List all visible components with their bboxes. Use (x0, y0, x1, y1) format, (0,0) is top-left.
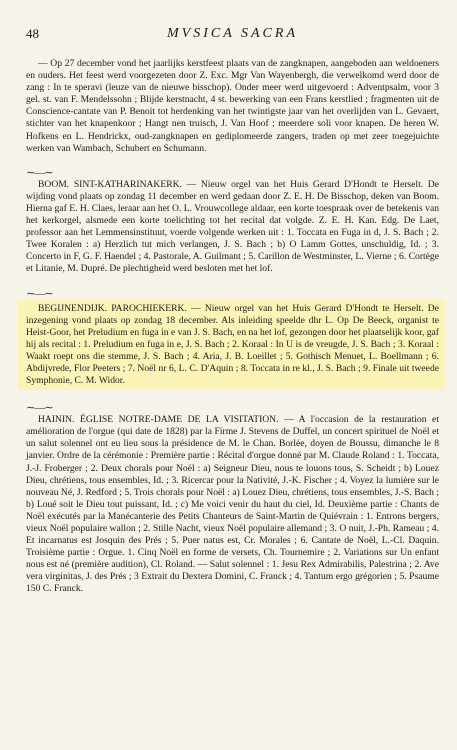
section-hainin (26, 414, 439, 595)
section-text: — Op 27 december vond het jaarlijks kerstfeest plaats van de zangknapen, aangeboden aan weldoeners en ouders. Het feest werd voorgezeten door Z. Exc. Mgr Van Wayenbergh, die verwelkomd werd door de zang : In te speravi (leuze van de nieuwe bisschop). Onder meer werd uitgevoerd : Adventpsalm, voor 3 gel. st. van F. Mendelssohn ; Blijde kerstnacht, 4 st. bewerking van een Frans kerstlied ; fragmenten uit de Conscience-cantate van P. Benoit tot herdenking van het twintigste jaar van het overlijden van L. Gevaert, stichter van het knapenkoor ; Hangt nen truisch, J. Van Hoof ; meerdere soli voor knapen. De heren W. Hofkens en L. Hendrickx, oud-zangknapen en gediplomeerde zangers, traden op met zeer toegejuichte werken van Wambach, Schubert en Schumann. (26, 58, 439, 154)
page-number: 48 (26, 26, 39, 41)
journal-title: MVSICA SACRA (166, 26, 298, 41)
separator (26, 163, 439, 179)
section-begijnendijk (18, 300, 445, 391)
section-text: HAININ. ÉGLISE NOTRE-DAME DE LA VISITATION. — A l'occasion de la restauration et amélioration de l'orgue (qui date de 1828) par la Firme J. Stevens de Duffel, un concert spirituel de Noël et un salut solennel ont eu lieu sous la présidence de M. le Chan. Borlée, doyen de Boussu, dimanche le 8 janvier. Ordre de la cérémonie : Première partie : Récital d'orgue donné par M. Claude Roland : 1. Toccata, J.-J. Froberger ; 2. Deux chorals pour Noël : a) Seigneur Dieu, nous te louons tous, S. Scheidt ; b) Louez Dieu, chrétiens, tous ensembles, Id. ; 3. Ricercar pour la Nativité, J.-K. Fischer ; 4. Voyez la lumière sur le nouveau Né, J. Redford ; 5. Trois chorals pour Noël : a) Louez Dieu, chrétiens, tous ensembles, J.-S. Bach ; b) Loué soit le Dieu tout puissant, Id. ; c) Me voici venir du haut du ciel, Id. Deuxième partie : Chants de Noël exécutés par la Manécanterie des Petits Chanteurs de Saint-Martin de Quiévrain : 1. Entrons bergers, vieux Noël populaire wallon ; 2. Stille Nacht, vieux Noël populaire allemand ; 3. O nuit, J.-Ph. Rameau ; 4. Et incarnatus est Josquin des Prés ; 5. Puer natus est, Cr. Morales ; 6. Cantate de Noël, L.-Cl. Daquin. Troisième partie : Orgue. 1. Cinq Noël en forme de versets, Ch. Tournemire ; 2. Variations sur Un enfant nous est né (première audition), Cl. Roland. — Salut solennel : 1. Jesu Rex Admirabilis, Palestrina ; 2. Ave vera virginitas, J. des Prés ; 3 Extrait du Dextera Domini, C. Franck ; 4. Tantum ergo grégorien ; 5. Psaume 150 C. Franck. (26, 414, 439, 595)
separator (26, 284, 439, 300)
section-intro (26, 58, 439, 155)
running-head (26, 26, 439, 46)
separator-ornament: ∼—∼ (26, 287, 53, 300)
section-boom (26, 179, 439, 276)
separator-ornament: ∼—∼ (26, 402, 53, 415)
separator-ornament: ∼—∼ (26, 166, 53, 179)
page (26, 26, 439, 596)
section-text: BOOM. SINT-KATHARINAKERK. — Nieuw orgel van het Huis Gerard D'Hondt te Herselt. De wijding vond plaats op zondag 11 december en werd gedaan door Z. E. H. De Bisschop, deken van Boom. Hierna gaf E. H. Claes, leraar aan het O. L. Vrouwcollege aldaar, een korte toespraak over de betekenis van het kerkorgel, alsmede een korte toelichting tot het recital dat volgde. Z. E. H. Kan. Edg. De Laet, professor aan het Lemmensinstituut, voerde volgende werken uit : 1. Toccata en Fuga in d, J. S. Bach ; 2. Twee Koralen : a) Herzlich tut mich verlangen, J. S. Bach ; b) O Lamm Gottes, unschuldig, Id. ; 3. Concerto in F, G. F. Haendel ; 4. Pastorale, A. Guilmant ; 5. Carillon de Westminster, L. Vierne ; 6. Cortège et Litanie, M. Dupré. De plechtigheid werd besloten met het lof. (26, 178, 439, 275)
section-text: BEGIJNENDIJK. PAROCHIEKERK. — Nieuw orgel van het Huis Gerard D'Hondt te Herselt. De inzegening vond plaats op zondag 18 december. Als inleiding speelde dhr L. Op De Beeck, organist te Heist-Goor, het Preludium en fuga in e van J. S. Bach, en na het lof, gezongen door het plaatselijk koor, gaf hij als recital : 1. Preludium en fuga in e, J. S. Bach ; 2. Koraal : In U is de vreugde, J. S. Bach ; 3. Koraal : Waakt roept ons die stemme, J. S. Bach ; 4. Aria, J. B. Loeillet ; 5. Gothisch Menuet, L. Boellmann ; 6. Abdijvrede, Flor Peeters ; 7. Noël nr 6, L. C. D'Aquin ; 8. Toccata in re kl., J. S. Bach ; 9. Finale uit tweede Symphonie, C. M. Widor. (26, 302, 439, 387)
separator (26, 398, 439, 415)
